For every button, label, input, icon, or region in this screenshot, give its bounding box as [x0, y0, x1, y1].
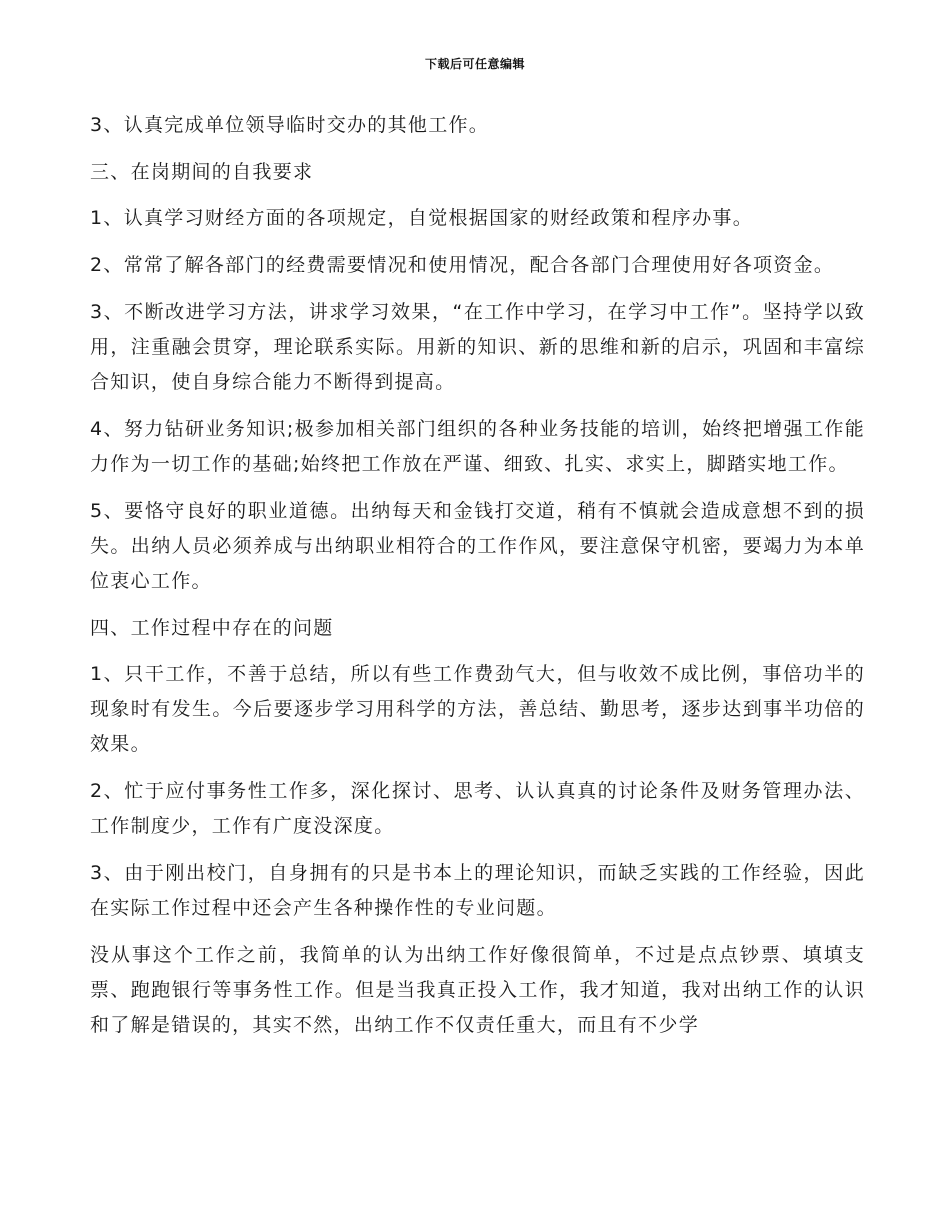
paragraph-requirement-3: 3、不断改进学习方法，讲求学习效果，“在工作中学习，在学习中工作”。坚持学以致用，注重融会贯穿，理论联系实际。用新的知识、新的思维和新的启示，巩固和丰富综合知识，使自身综合能力不断得到提高。 [90, 301, 865, 393]
paragraph-requirement-1: 1、认真学习财经方面的各项规定，自觉根据国家的财经政策和程序办事。 [90, 207, 753, 229]
paragraph-problem-1: 1、只干工作，不善于总结，所以有些工作费劲气大，但与收效不成比例，事倍功半的现象时有发生。今后要逐步学习用科学的方法，善总结、勤思考，逐步达到事半功倍的效果。 [90, 663, 865, 755]
section-heading-problems: 四、工作过程中存在的问题 [90, 617, 334, 639]
paragraph-reflection: 没从事这个工作之前，我简单的认为出纳工作好像很简单，不过是点点钞票、填填支票、跑跑银行等事务性工作。但是当我真正投入工作，我才知道，我对出纳工作的认识和了解是错误的，其实不然，出纳工作不仅责任重大，而且有不少学 [90, 944, 865, 1036]
paragraph-requirement-2: 2、常常了解各部门的经费需要情况和使用情况，配合各部门合理使用好各项资金。 [90, 254, 835, 276]
paragraph-problem-3: 3、由于刚出校门，自身拥有的只是书本上的理论知识，而缺乏实践的工作经验，因此在实际工作过程中还会产生各种操作性的专业问题。 [90, 862, 865, 919]
paragraph-requirement-5: 5、要恪守良好的职业道德。出纳每天和金钱打交道，稍有不慎就会造成意想不到的损失。出纳人员必须养成与出纳职业相符合的工作作风，要注意保守机密，要竭力为本单位衷心工作。 [90, 500, 865, 592]
document-body [90, 108, 865, 1055]
paragraph-problem-2: 2、忙于应付事务性工作多，深化探讨、思考、认认真真的讨论条件及财务管理办法、工作制度少，工作有广度没深度。 [90, 780, 865, 837]
paragraph-requirement-4: 4、努力钻研业务知识;极参加相关部门组织的各种业务技能的培训，始终把增强工作能力作为一切工作的基础;始终把工作放在严谨、细致、扎实、求实上，脚踏实地工作。 [90, 418, 865, 475]
section-heading-self-requirements: 三、在岗期间的自我要求 [90, 161, 314, 183]
page-header: 下载后可任意编辑 [424, 57, 525, 71]
paragraph-item-3-temporary-tasks: 3、认真完成单位领导临时交办的其他工作。 [90, 114, 490, 136]
